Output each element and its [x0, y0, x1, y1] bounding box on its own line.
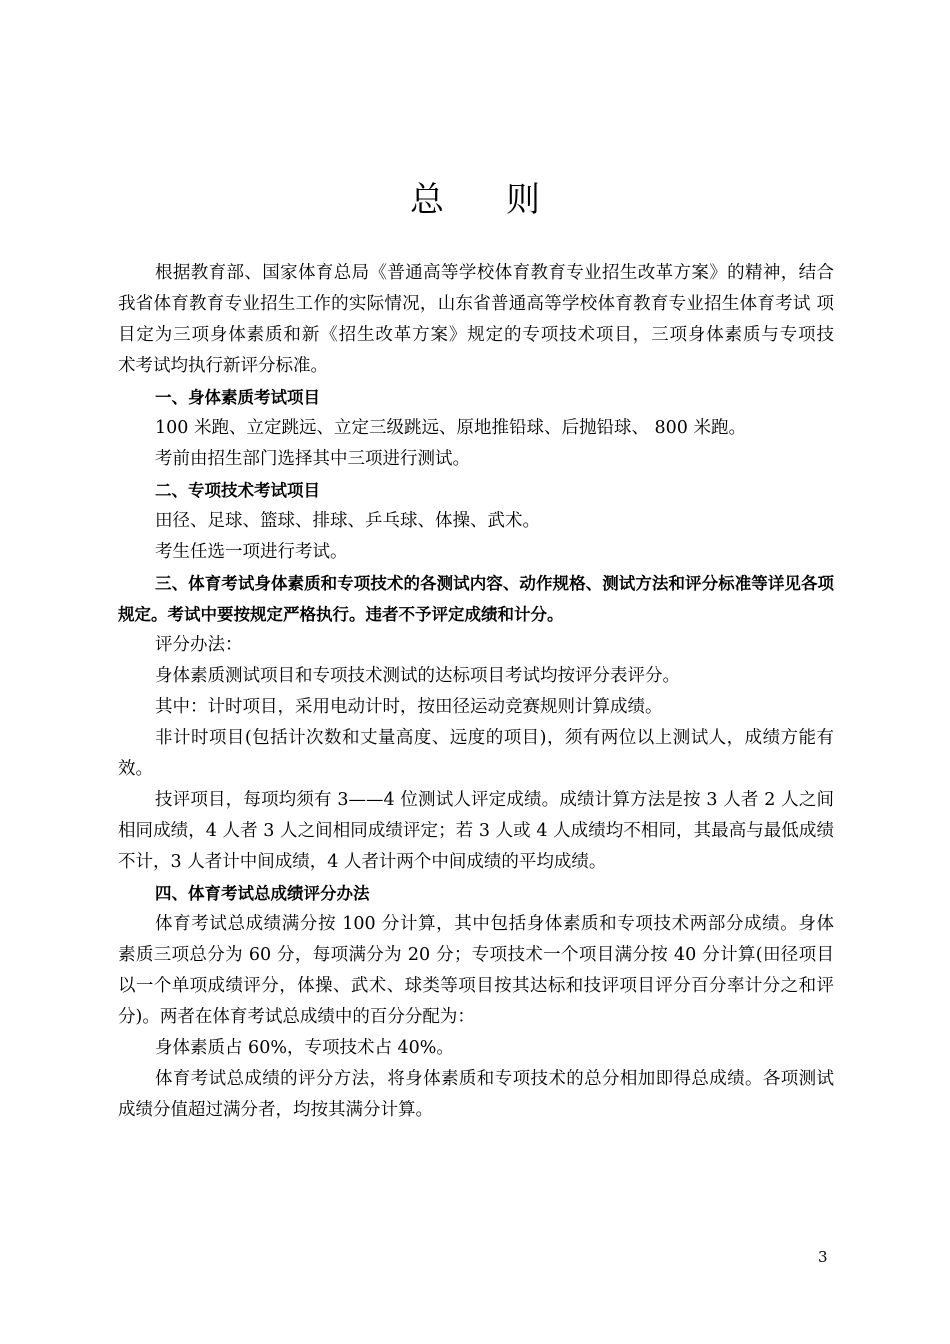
body-text	[118, 258, 852, 1126]
title-char-2: 则	[506, 180, 540, 220]
paragraph-scoring-method-label: 评分办法：	[155, 635, 243, 655]
heading-section-1: 一、身体素质考试项目	[155, 388, 320, 407]
paragraph-physical-items: 100 米跑、立定跳远、立定三级跳远、原地推铅球、后抛铅球、 800 米跑。	[155, 418, 746, 438]
paragraph-timed-items: 其中：计时项目，采用电动计时，按田径运动竞赛规则计算成绩。	[155, 697, 663, 717]
paragraph-intro: 根据教育部、国家体育总局《普通高等学校体育教育专业招生改革方案》的精神，结合 我省体育教育专业招生工作的实际情况，山东省普通高等学校体育教育专业招生体育考试 项目定为三项身体素质和新《招生改革方案》规定的专项技术项目，三项身体素质与专项技 术考试均执行新评分标准。	[118, 263, 852, 376]
heading-section-3: 三、体育考试身体素质和专项技术的各测试内容、动作规格、测试方法和评分标准等详见各项规定。考试中要按规定严格执行。违者不予评定成绩和计分。	[118, 574, 834, 624]
paragraph-scoring-tables: 身体素质测试项目和专项技术测试的达标项目考试均按评分表评分。	[155, 666, 680, 686]
paragraph-total-score: 体育考试总成绩满分按 100 分计算，其中包括身体素质和专项技术两部分成绩。身体 素质三项总分为 60 分，每项满分为 20 分；专项技术一个项目满分按 40 分计算(田径项目以一个单项成绩评分，体操、武术、球类等项目按其达标和技评项目评分百分率计分之和评 分)。两者在体育考试总成绩中的百分分配为：	[118, 914, 852, 1027]
paragraph-physical-selection: 考前由招生部门选择其中三项进行测试。	[155, 449, 470, 469]
title-char-1: 总	[410, 180, 444, 220]
page-title	[0, 172, 950, 221]
page-number: 3	[818, 1248, 828, 1266]
paragraph-technique-items: 技评项目，每项均须有 3——4 位测试人评定成绩。成绩计算方法是按 3 人者 2 人之间相同成绩，4 人者 3 人之间相同成绩评定；若 3 人或 4 人成绩均不相同，其最高与最低成绩不计，3 人者计中间成绩，4 人者计两个中间成绩的平均成绩。	[118, 790, 834, 872]
paragraph-score-ratio: 身体素质占 60%，专项技术占 40%。	[155, 1038, 454, 1058]
paragraph-skill-selection: 考生任选一项进行考试。	[155, 542, 348, 562]
heading-section-2: 二、专项技术考试项目	[155, 481, 320, 500]
heading-section-4: 四、体育考试总成绩评分办法	[155, 884, 370, 903]
paragraph-total-method: 体育考试总成绩的评分方法，将身体素质和专项技术的总分相加即得总成绩。各项测试成绩分值超过满分者，均按其满分计算。	[118, 1069, 834, 1120]
paragraph-untimed-items: 非计时项目(包括计次数和丈量高度、远度的项目)，须有两位以上测试人，成绩方能有效。	[118, 728, 834, 779]
paragraph-skill-items: 田径、足球、篮球、排球、乒乓球、体操、武术。	[155, 511, 540, 531]
